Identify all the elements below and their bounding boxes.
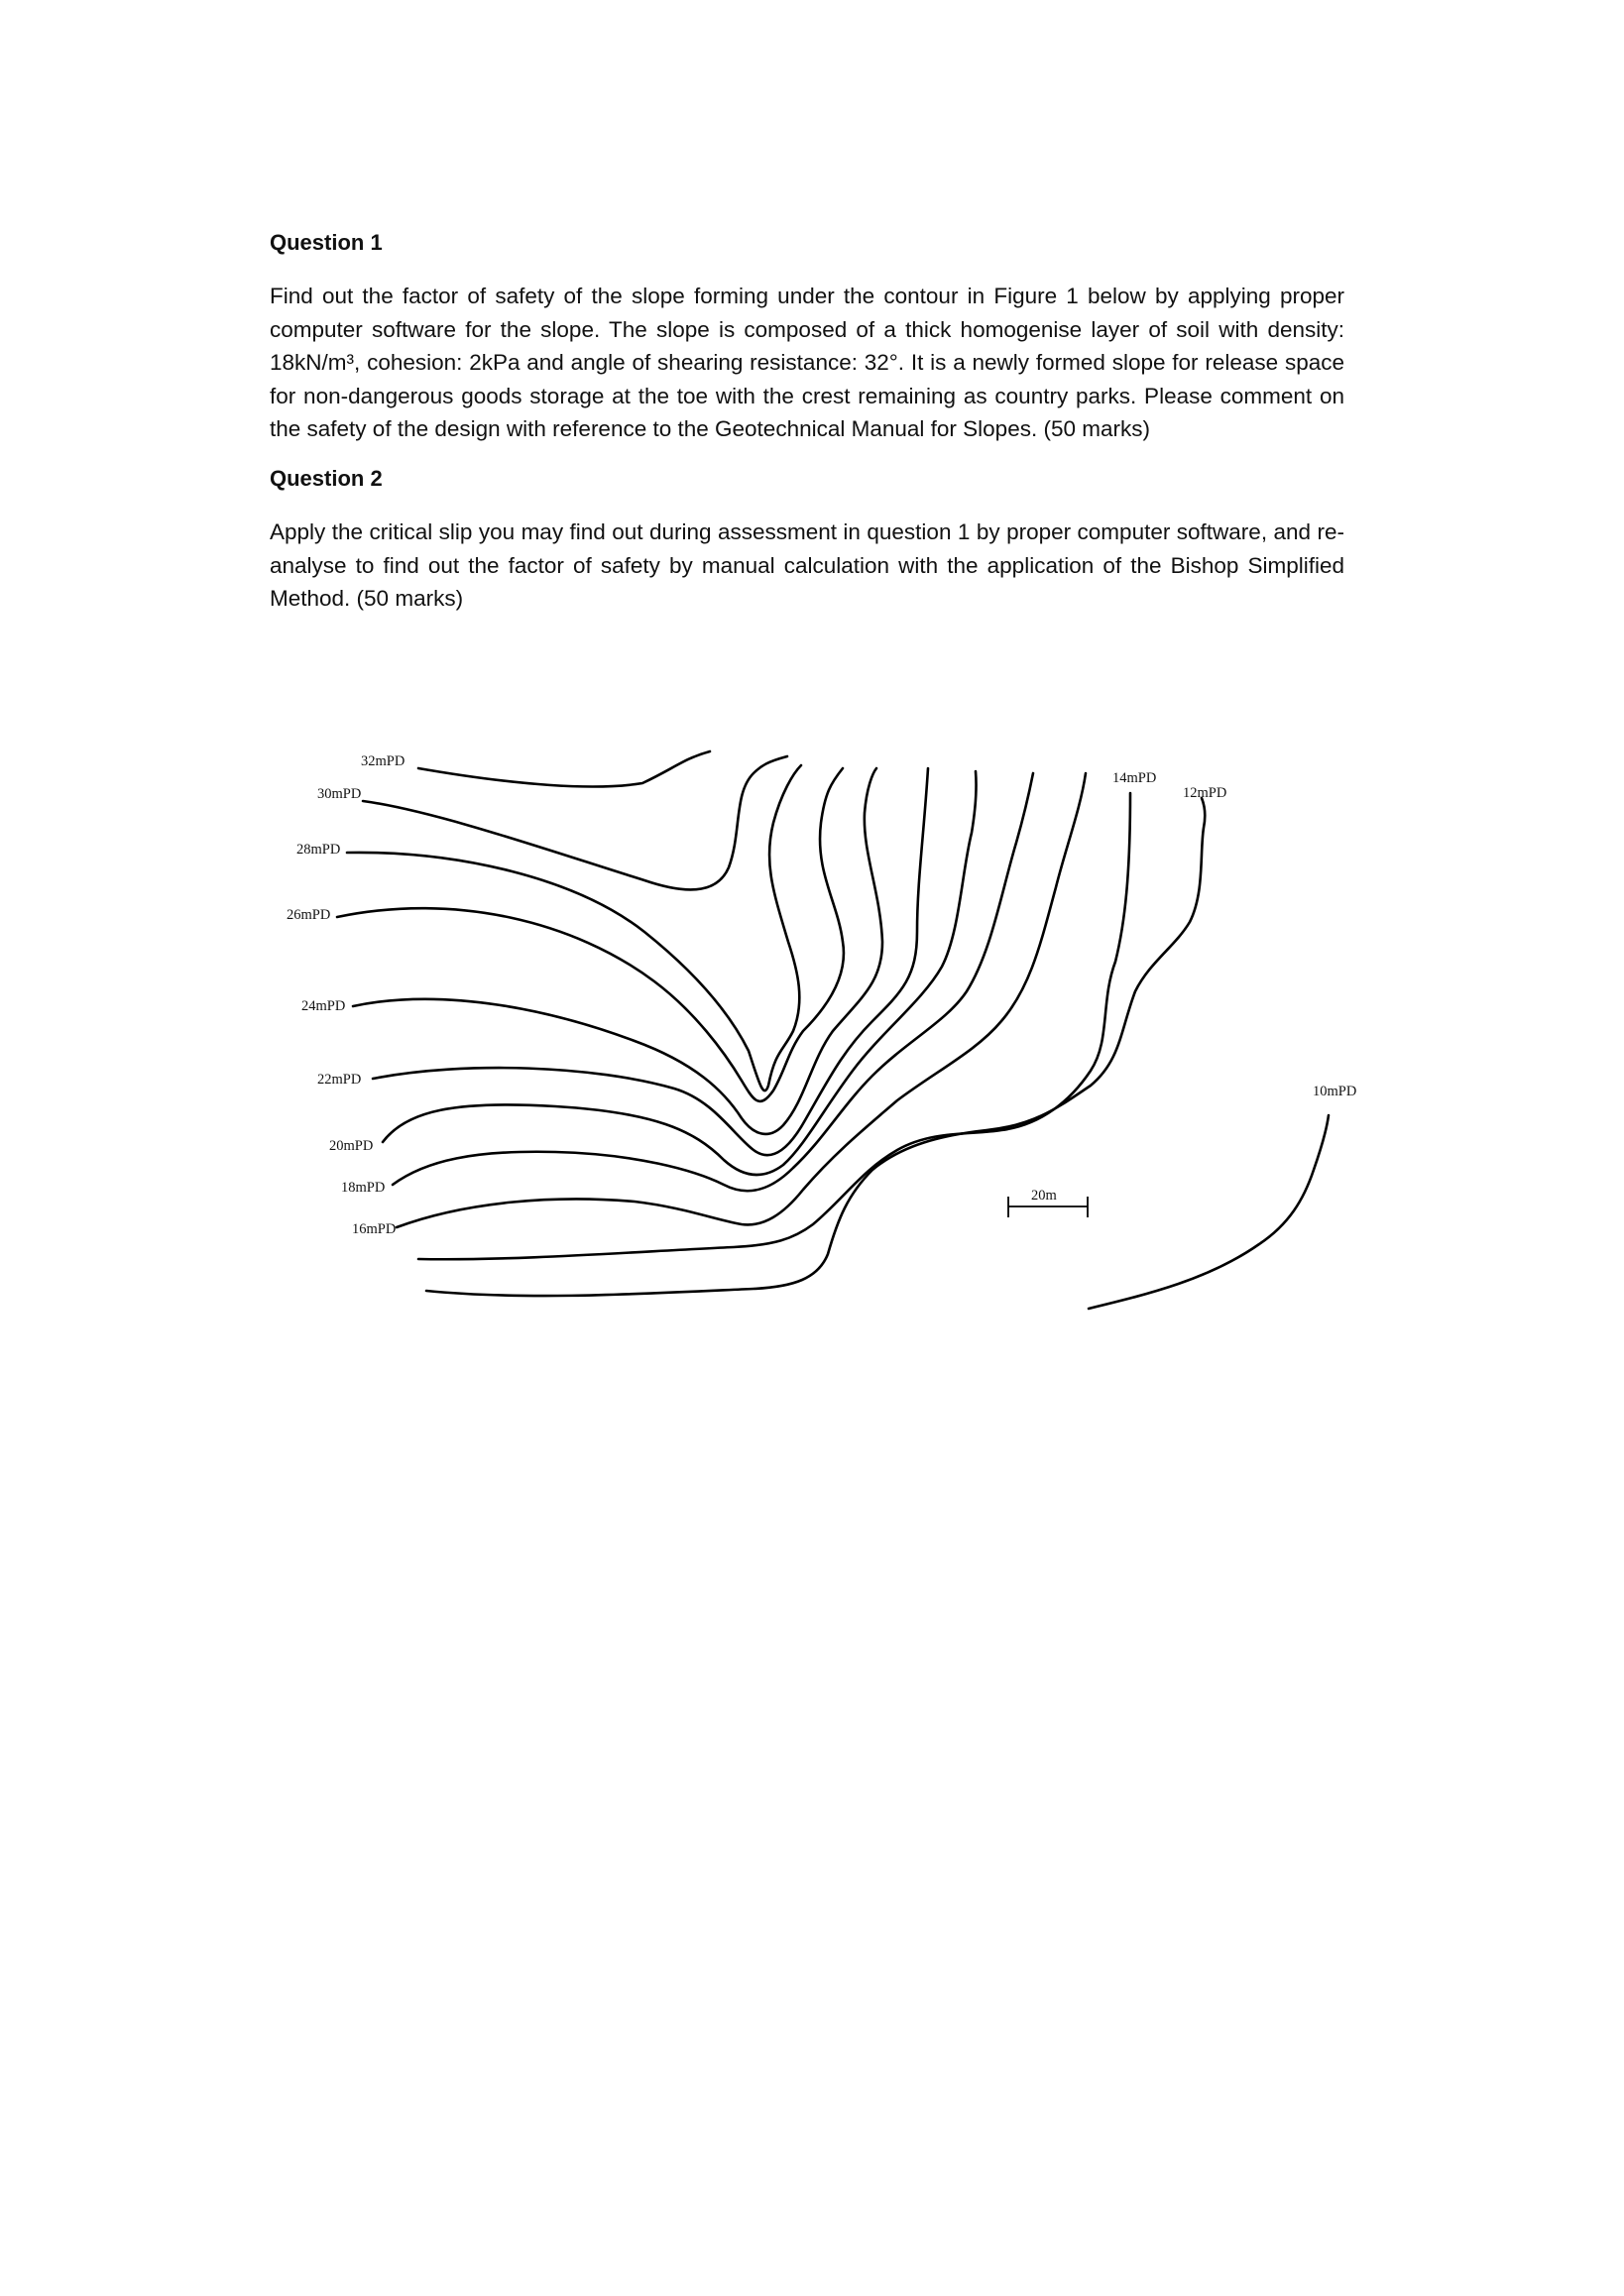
contour-label-24: 24mPD [301,998,346,1014]
contour-line-28 [347,765,801,1091]
question-1-body: Find out the factor of safety of the slope forming under the contour in Figure 1 below by applying proper computer software for the slope. The slope is composed of a thick homogenise layer of soil with density: 18kN/m³, cohesion: 2kPa and angle of shearing resistance: 32°. It is a newly formed slope for release space for non-dangerous goods storage at the toe with the crest remaining as country parks. Please comment on the safety of the design with reference to the Geotechnical Manual for Slopes. (50 marks) [270,284,1344,441]
contour-line-24 [353,768,882,1134]
contour-label-22: 22mPD [317,1072,362,1088]
contour-line-10 [1089,1115,1329,1309]
contour-label-20: 20mPD [329,1138,374,1154]
scale-bar-label: 20m [1031,1188,1057,1204]
contour-label-18: 18mPD [341,1180,386,1196]
contour-label-14: 14mPD [1112,770,1157,786]
contour-label-16: 16mPD [352,1221,397,1237]
scale-bar [1008,1188,1088,1217]
contour-label-28: 28mPD [296,842,341,858]
contour-label-32: 32mPD [361,753,406,769]
contour-line-18 [393,773,1033,1191]
contour-line-32 [418,751,710,787]
contour-label-10: 10mPD [1313,1084,1357,1099]
question-2-body: Apply the critical slip you may find out during assessment in question 1 by proper computer software, and re-analyse to find out the factor of safety by manual calculation with the application of the Bishop Simplified Method. (50 marks) [270,519,1344,611]
contour-line-16 [397,773,1086,1227]
contour-line-14 [418,793,1130,1259]
contour-line-20 [383,771,977,1175]
contour-label-26: 26mPD [287,907,331,923]
question-1-heading: Question 1 [270,230,383,255]
contour-line-22 [373,768,928,1155]
contour-line-26 [337,768,844,1101]
contour-label-30: 30mPD [317,786,362,802]
contour-label-12: 12mPD [1183,785,1227,801]
contour-line-30 [363,756,787,889]
question-2-heading: Question 2 [270,466,383,491]
